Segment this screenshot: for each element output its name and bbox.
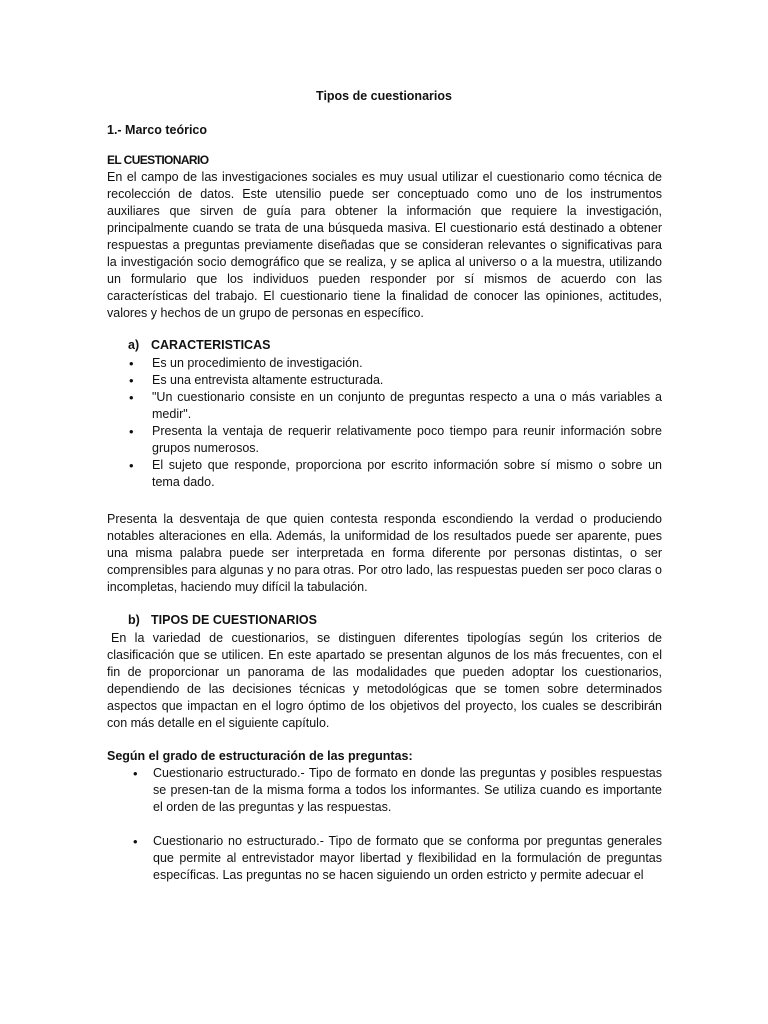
section-heading: 1.- Marco teórico xyxy=(107,123,208,137)
disadvantage-block xyxy=(107,511,662,596)
characteristics-list xyxy=(107,355,662,491)
section-a-label: CARACTERISTICAS xyxy=(151,338,271,352)
disadvantage-paragraph: Presenta la desventaja de que quien contesta responda escondiendo la verdad o produciendo notables alteraciones en ella. Además, la uniformidad de los resultados puede ser aparente, pues una misma palabra puede ser interpretada en forma diferente por personas distintas, o ser comprensibles para algunas y no para otras. Por otro lado, las respuestas pueden ser poco claras o incompletas, haciendo muy difícil la tabulación. xyxy=(107,512,662,594)
intro-paragraph: En el campo de las investigaciones sociales es muy usual utilizar el cuestionario como técnica de recolección de datos. Este utensilio puede ser conceptuado como uno de los instrumentos auxiliares que sirven de guía para obtener la información que requiere la investigación, principalmente cuando se trata de una búsqueda masiva. El cuestionario está destinado a obtener respuestas a preguntas previamente diseñadas que se consideran relevantes o significativas para la investigación socio demográfico que se realiza, y se aplica al universo o a la muestra, utilizando un formulario que los individuos pueden responder por sí mismos de acuerdo con las características del trabajo. El cuestionario tiene la finalidad de conocer las opiniones, actitudes, valores y hechos de un grupo de personas en específico. xyxy=(107,170,662,320)
structure-heading: Según el grado de estructuración de las preguntas: xyxy=(107,749,413,763)
section-a-heading xyxy=(128,338,270,352)
section-b-marker: b) xyxy=(128,613,140,627)
list-item: • Cuestionario no estructurado.- Tipo de formato que se conforma por preguntas generales que permite al entrevistador mayor libertad y flexibilidad en la formulación de preguntas específicas. Las preguntas no se hacen siguiendo un orden estricto y permite adecuar el xyxy=(107,833,662,884)
list-item: • "Un cuestionario consiste en un conjunto de preguntas respecto a una o más variables a medir". xyxy=(107,389,662,423)
section-a-marker: a) xyxy=(128,338,140,352)
list-item: • Presenta la ventaja de requerir relativamente poco tiempo para reunir información sobre grupos numerosos. xyxy=(107,423,662,457)
document-title: Tipos de cuestionarios xyxy=(316,89,452,103)
structure-list xyxy=(107,765,662,884)
characteristics-list-block xyxy=(107,355,662,491)
types-block xyxy=(107,630,662,732)
subheading-el-cuestionario: EL CUESTIONARIO xyxy=(107,153,209,167)
list-item: • Es un procedimiento de investigación. xyxy=(107,355,662,372)
intro-block xyxy=(107,152,662,322)
list-item: • Es una entrevista altamente estructurada. xyxy=(107,372,662,389)
section-b-heading xyxy=(128,613,317,627)
section-b-label: TIPOS DE CUESTIONARIOS xyxy=(151,613,317,627)
types-paragraph: En la variedad de cuestionarios, se distinguen diferentes tipologías según los criterios de clasificación que se utilicen. En este apartado se presentan algunos de los más frecuentes, con el fin de proporcionar un panorama de las modalidades que pueden adoptar los cuestionarios, dependiendo de las decisiones técnicas y metodológicas que se tomen sobre determinados aspectos que impactan en el logro óptimo de los objetivos del proyecto, los cuales se describirán con más detalle en el siguiente capítulo. xyxy=(107,631,662,730)
structure-block xyxy=(107,748,662,884)
list-item: • Cuestionario estructurado.- Tipo de formato en donde las preguntas y posibles respuestas se presen-tan de la misma forma a todos los informantes. Se utiliza cuando es importante el orden de las preguntas y las respuestas. xyxy=(107,765,662,816)
list-item: • El sujeto que responde, proporciona por escrito información sobre sí mismo o sobre un tema dado. xyxy=(107,457,662,491)
